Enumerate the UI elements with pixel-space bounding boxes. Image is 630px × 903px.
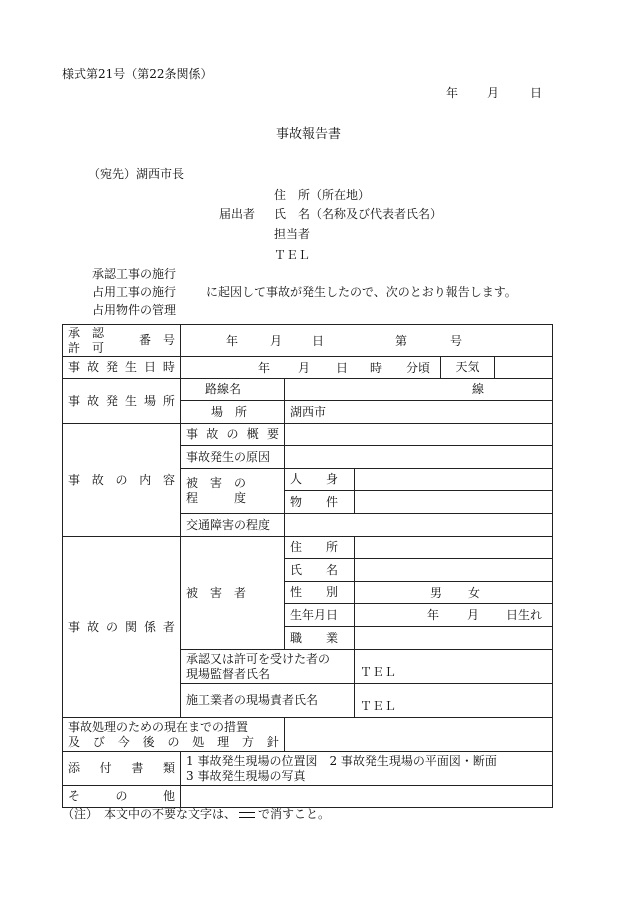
supervisor-value: ＴＥＬ [355, 650, 553, 684]
victim-address-value [355, 537, 553, 559]
intro-sentence: に起因して事故が発生したので、次のとおり報告します。 [206, 285, 517, 299]
summary-value [285, 424, 553, 446]
notifier-address: 住 所（所在地） [274, 188, 371, 202]
victim-birth-label: 生年月日 [285, 604, 355, 627]
summary-label: 事 故 の 概 要 [181, 424, 285, 446]
cause-value [285, 446, 553, 469]
report-table [62, 324, 553, 808]
attach-label: 添 付 書 類 [63, 752, 181, 786]
row-occur-datetime [63, 357, 553, 379]
victim-sex-label: 性 別 [285, 582, 355, 604]
weather-value [495, 357, 553, 379]
addressee: （宛先）湖西市長 [88, 167, 185, 181]
double-strike-icon [239, 812, 255, 818]
location-label: 事 故 発 生 場 所 [63, 379, 181, 424]
contractor-value: ＴＥＬ [355, 684, 553, 718]
place-value: 湖西市 [285, 401, 553, 424]
occur-datetime-label: 事 故 発 生 日 時 [63, 357, 181, 379]
intro-option-3: 占用物件の管理 [92, 303, 177, 317]
supervisor-label: 承認又は許可を受けた者の 現場監督者氏名 [181, 650, 355, 684]
human-label: 人 身 [285, 469, 355, 491]
row-attachments [63, 752, 553, 786]
contractor-label: 施工業者の現場責者氏名 [181, 684, 355, 718]
parties-label: 事 故 の 関 係 者 [63, 537, 181, 718]
victim-name-label: 氏 名 [285, 559, 355, 582]
row-victim-address [63, 537, 553, 559]
place-label: 場 所 [181, 401, 285, 424]
cause-label: 事故発生の原因 [181, 446, 285, 469]
victim-birth-value: 年 月 日生れ [355, 604, 553, 627]
attach-value: 1 事故発生現場の位置図 2 事故発生現場の平面図・断面 3 事故発生現場の写真 [181, 752, 553, 786]
victim-job-label: 職 業 [285, 627, 355, 650]
human-value [355, 469, 553, 491]
victim-job-value [355, 627, 553, 650]
date-year: 年 [446, 86, 459, 100]
damage-label: 被 害 の 程 度 [181, 469, 285, 514]
route-value: 線 [285, 379, 553, 401]
row-route [63, 379, 553, 401]
traffic-label: 交通障害の程度 [181, 514, 285, 537]
date-day: 日 [530, 86, 543, 100]
content-label: 事 故 の 内 容 [63, 424, 181, 537]
measures-label: 事故処理のための現在までの措置 及 び 今 後 の 処 理 方 針 [63, 718, 285, 752]
page-title: 事故報告書 [276, 127, 342, 142]
intro-option-2: 占用工事の施行 [92, 285, 177, 299]
route-label: 路線名 [181, 379, 285, 401]
notifier-contact: 担当者 [274, 227, 311, 241]
victim-name-value [355, 559, 553, 582]
row-approval-number [63, 325, 553, 357]
intro-option-1: 承認工事の施行 [92, 267, 177, 281]
footnote: （注） 本文中の不要な文字は、 で消すこと。 [62, 807, 331, 821]
approval-value: 年 月 日 第 号 [181, 325, 553, 357]
other-value [181, 786, 553, 808]
traffic-value [285, 514, 553, 537]
row-measures [63, 718, 553, 752]
measures-value [285, 718, 553, 752]
victim-label: 被 害 者 [181, 537, 285, 650]
notifier-label: 届出者 [219, 207, 256, 221]
form-number: 様式第21号（第22条関係） [62, 67, 213, 81]
date-month: 月 [487, 86, 500, 100]
other-label: そ の 他 [63, 786, 181, 808]
property-label: 物 件 [285, 491, 355, 514]
row-summary [63, 424, 553, 446]
row-other [63, 786, 553, 808]
victim-sex-value: 男 女 [355, 582, 553, 604]
approval-label: 承 認 許 可 番 号 [63, 325, 181, 357]
notifier-name: 氏 名（名称及び代表者氏名） [274, 207, 443, 221]
victim-address-label: 住 所 [285, 537, 355, 559]
occur-datetime-value: 年 月 日 時 分頃 [181, 357, 441, 379]
weather-label: 天気 [441, 357, 495, 379]
notifier-tel: ＴＥＬ [274, 248, 311, 262]
property-value [355, 491, 553, 514]
